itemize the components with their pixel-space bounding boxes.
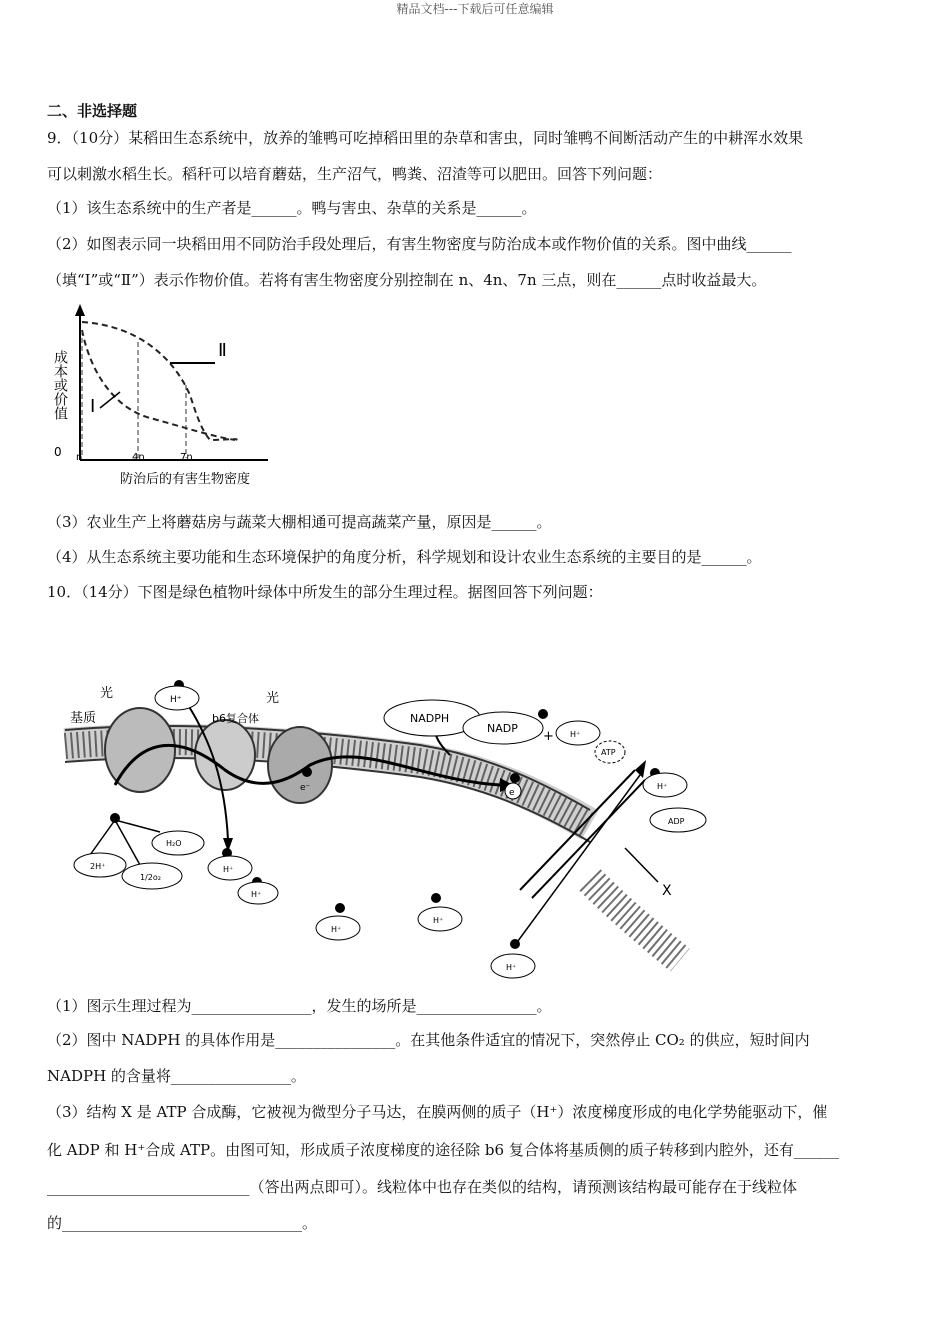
cost-value-graph bbox=[40, 300, 280, 495]
electron-label-2: e bbox=[509, 788, 515, 798]
q10-part3-line2: 化 ADP 和 H⁺合成 ATP。由图可知，形成质子浓度梯度的途径除 b6 复合体将基质侧的质子转移到内腔外，还有______ bbox=[47, 1141, 839, 1159]
thylakoid-diagram bbox=[60, 660, 720, 980]
h2o-label: H₂O bbox=[166, 839, 182, 848]
electron-label-1: e⁻ bbox=[300, 783, 311, 793]
curve-I bbox=[82, 330, 235, 440]
light-label-1: 光 bbox=[100, 686, 114, 701]
q10-part2-line2: NADPH 的含量将________________。 bbox=[47, 1067, 306, 1085]
lumen-proton-dot-5 bbox=[510, 939, 520, 949]
water-split-arrow-c bbox=[115, 820, 160, 832]
photosystem-II bbox=[105, 708, 175, 792]
curve-II bbox=[82, 322, 237, 440]
h-label-lumen-3: H⁺ bbox=[331, 925, 342, 934]
y-axis-label: 成本或价值 bbox=[52, 350, 68, 420]
y-axis-arrow bbox=[75, 304, 85, 316]
lumen-proton-dot-3 bbox=[335, 903, 345, 913]
nadph-label: NADPH bbox=[410, 712, 450, 725]
b6-complex-label: b6复合体 bbox=[212, 712, 259, 725]
h-label-lumen-5: H⁺ bbox=[506, 963, 517, 972]
tick-n: n bbox=[76, 452, 83, 463]
h-label-atp: H⁺ bbox=[657, 782, 668, 791]
page-header: 精品文档---下载后可任意编辑 bbox=[396, 2, 554, 16]
q9-stem-line2: 可以刺激水稻生长。稻秆可以培育蘑菇，生产沼气，鸭粪、沼渣等可以肥田。回答下列问题： bbox=[47, 165, 663, 183]
h-label-top: H⁺ bbox=[170, 695, 182, 705]
h-label-lumen-1: H⁺ bbox=[223, 865, 234, 874]
plus-sign: + bbox=[543, 729, 554, 744]
curve-label-II: Ⅱ bbox=[218, 340, 227, 361]
h-label-lumen-2: H⁺ bbox=[251, 890, 262, 899]
nadp-label: NADP bbox=[487, 722, 518, 735]
electron-dot-1 bbox=[302, 767, 312, 777]
q9-part3: （3）农业生产上将蘑菇房与蔬菜大棚相通可提高蔬菜产量，原因是______。 bbox=[47, 513, 552, 531]
x-axis-label: 防治后的有害生物密度 bbox=[120, 472, 251, 487]
section-title: 二、非选择题 bbox=[47, 102, 138, 120]
water-electron-dot bbox=[110, 813, 120, 823]
lumen-proton-dot-4 bbox=[431, 893, 441, 903]
q9-part4: （4）从生态系统主要功能和生态环境保护的角度分析，科学规划和设计农业生态系统的主要目的是______。 bbox=[47, 548, 762, 566]
q10-part3-line3: ___________________________（答出两点即可）。线粒体中也存在类似的结构，请预测该结构最可能存在于线粒体 bbox=[47, 1178, 798, 1196]
h-label-nadp: H⁺ bbox=[570, 730, 581, 739]
x-pointer bbox=[625, 848, 658, 882]
electron-dot-2 bbox=[510, 773, 520, 783]
curve-label-I: Ⅰ bbox=[90, 396, 96, 417]
tick-7n: 7n bbox=[180, 452, 193, 463]
q9-part2-line2: （填“Ⅰ”或“Ⅱ”）表示作物价值。若将有害生物密度分别控制在 n、4n、7n 三点，则在______点时收益最大。 bbox=[47, 271, 767, 289]
q10-intro: 10．（14分）下图是绿色植物叶绿体中所发生的部分生理过程。据图回答下列问题： bbox=[47, 583, 603, 601]
stroma-label: 基质 bbox=[70, 711, 97, 726]
half-o2-label: 1/2o₂ bbox=[140, 873, 161, 882]
q10-part3-line1: （3）结构 X 是 ATP 合成酶，它被视为微型分子马达，在膜两侧的质子（H⁺）浓度梯度形成的电化学势能驱动下，催 bbox=[47, 1103, 828, 1121]
q10-part3-line4: 的________________________________。 bbox=[47, 1214, 318, 1232]
q9-part2-line1: （2）如图表示同一块稻田用不同防治手段处理后，有害生物密度与防治成本或作物价值的关系。图中曲线______ bbox=[47, 235, 792, 253]
two-h-label: 2H⁺ bbox=[90, 862, 106, 871]
q9-part1: （1）该生态系统中的生产者是______。鸭与害虫、杂草的关系是______。 bbox=[47, 199, 537, 217]
tick-4n: 4n bbox=[132, 452, 145, 463]
q10-part2-line1: （2）图中 NADPH 的具体作用是________________。在其他条件适宜的情况下，突然停止 CO₂ 的供应，短时间内 bbox=[47, 1031, 810, 1049]
origin-label: 0 bbox=[54, 445, 62, 459]
adp-label: ADP bbox=[668, 817, 685, 826]
h-label-lumen-4: H⁺ bbox=[433, 916, 444, 925]
nadp-proton-dot bbox=[538, 709, 548, 719]
atp-label: ATP bbox=[601, 748, 616, 757]
q10-part1: （1）图示生理过程为________________，发生的场所是________________。 bbox=[47, 997, 552, 1015]
q9-stem-line1: 9．（10分）某稻田生态系统中，放养的雏鸭可吃掉稻田里的杂草和害虫，同时雏鸭不间断活动产生的中耕浑水效果 bbox=[47, 129, 804, 147]
label-line-I bbox=[100, 392, 120, 408]
x-label: X bbox=[662, 883, 672, 899]
light-label-2: 光 bbox=[266, 691, 280, 706]
water-split-arrow-a bbox=[90, 820, 115, 855]
proton-arrow bbox=[635, 760, 646, 778]
